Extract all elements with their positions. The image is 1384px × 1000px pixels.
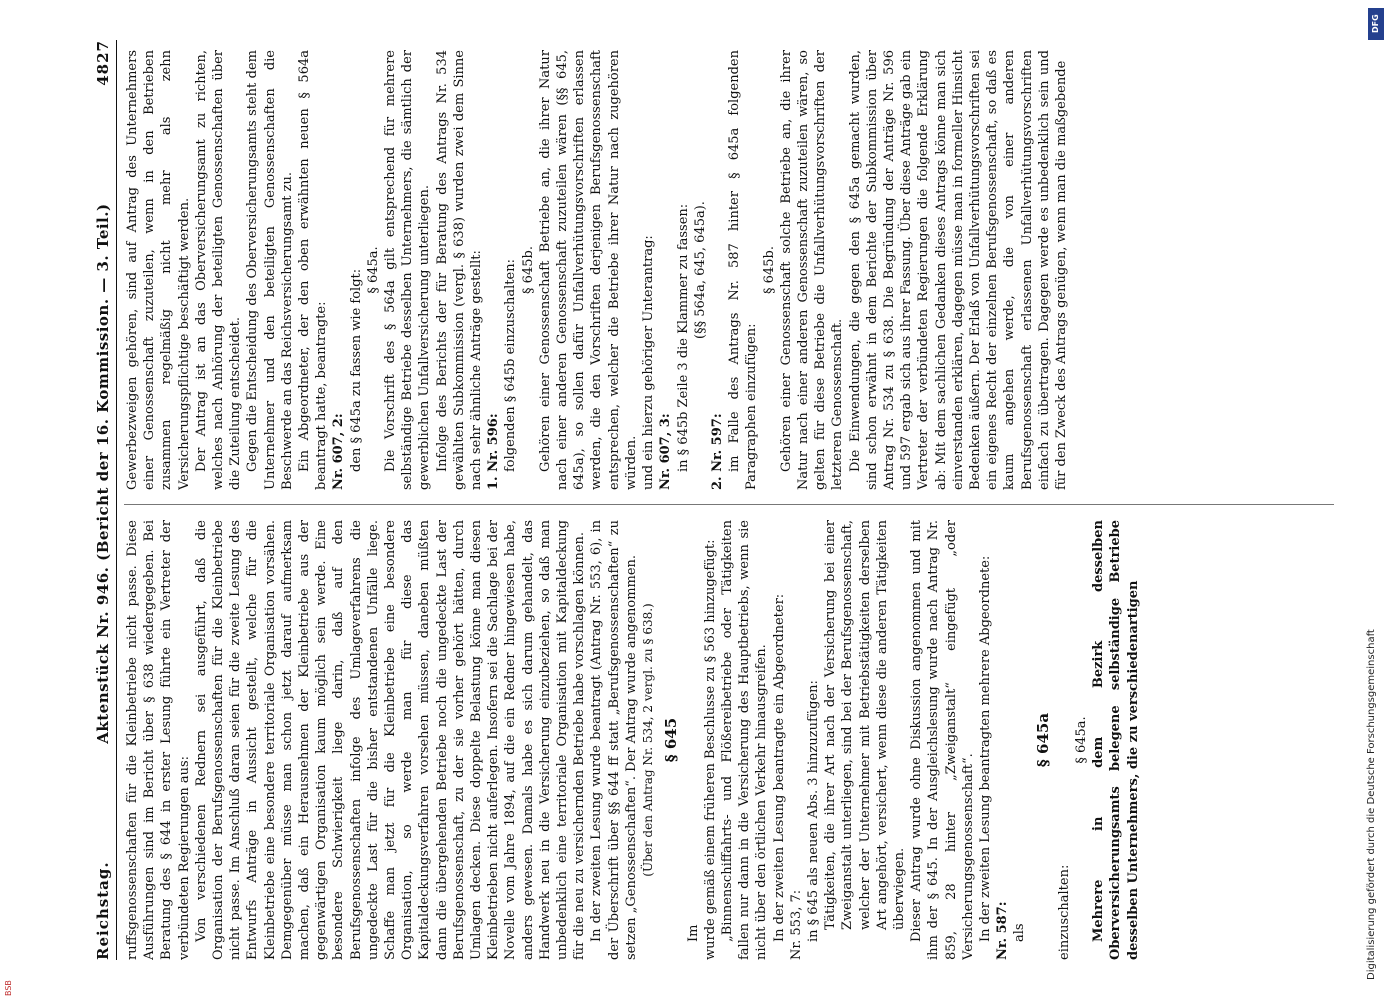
- header-title: Aktenstück Nr. 946. (Bericht der 16. Kommission. — 3. Teil.): [94, 203, 112, 744]
- paragraph: In der zweiten Lesung beantragte ein Abgeordneter:: [771, 593, 787, 942]
- paragraph: Gegen die Entscheidung des Oberversicherungsamts steht dem Unternehmer und den beteiligten Genossenschaften die Beschwerde an das Reichsversicherungsamt zu.: [245, 50, 295, 490]
- paragraph: ruffsgenossenschaften für die Kleinbetriebe nicht passe. Diese Ausführungen sind im Bericht über § 638 wiedergegeben. Bei Beratung des § 644 in erster Lesung führte ein Vertreter der verbündeten Regierungen aus:: [125, 520, 192, 960]
- paragraph: 1. Nr. 596:: [486, 413, 502, 490]
- paragraph: Infolge des Berichts der für Beratung des Antrags Nr. 534 gewählten Subkommission (vergl. § 638) wurden zwei dem Sinne nach sehr ähnliche Anträge gestellt:: [434, 50, 485, 490]
- paragraph: Der Antrag ist an das Oberversicherungsamt zu richten, welches nach Anhörung der beteiligten Genossenschaften über die Zuteilung entscheidet.: [193, 50, 244, 490]
- paragraph: als: [1012, 923, 1028, 942]
- paragraph: § 645a.: [365, 246, 381, 294]
- paragraph: Die Vorschrift des § 564a gilt entsprechend für mehrere selbständige Betriebe desselben Unternehmers, die sämtlich der gewerblichen Unfallversicherung unterliegen.: [383, 50, 433, 490]
- paragraph: (§§ 564a, 645, 645a).: [692, 201, 708, 339]
- paragraph: Gehören einer Genossenschaft solche Betriebe an, die ihrer Natur nach einer anderen Genossenschaft zuzuteilen wären, so gelten für diese Betriebe die Unfallverhütungsvorschriften der letzteren Genossenschaft.: [778, 50, 846, 490]
- paragraph: Ein Abgeordneter, der den oben erwähnten neuen § 564a beantragt hatte, beantragte:: [297, 50, 330, 490]
- paragraph: Tätigkeiten, die ihrer Art nach der Versicherung bei einer Zweiganstalt unterliegen, sind bei der Berufsgenossenschaft, welcher der Unternehmer mit Betriebstätigkeiten derselben Art angehört, versichert, wenn diese die anderen Tätigkeiten überwiegen.: [823, 520, 907, 930]
- right-column: [124, 50, 1344, 490]
- paragraph: § 645b.: [520, 246, 536, 294]
- paragraph: einzuschalten:: [1056, 864, 1072, 960]
- paragraph: „Binnenschiffahrts- und Flößereibetriebe oder Tätigkeiten fallen nur dann in die Versicherung des Hauptbetriebs, wenn sie nicht über den örtlichen Verkehr hinausgreifen.: [719, 520, 770, 960]
- library-stamp: BSB: [4, 980, 13, 996]
- paragraph: in § 645 als neuen Abs. 3 hinzuzufügen:: [805, 680, 821, 942]
- paragraph: Gewerbezweigen gehören, sind auf Antrag des Unternehmers einer Genossenschaft zuzuteilen, wenn in den Betrieben zusammen regelmäßig nicht mehr als zehn Versicherungspflichtige beschäftigt werden.: [125, 50, 192, 490]
- paragraph: Nr. 587:: [995, 901, 1011, 960]
- dfg-logo: DFG: [1368, 8, 1384, 40]
- page-header: [90, 40, 117, 960]
- paragraph: (Über den Antrag Nr. 534, 2 vergl. zu § 638.): [641, 603, 656, 877]
- paragraph: Gehören einer Genossenschaft Betriebe an, die ihrer Natur nach einer anderen Genossenschaft zuzuteilen wären (§§ 645, 645a), so sollen dafür Unfallverhütungsvorschriften erlassen werden, die den Vorschriften derjenigen Berufsgenossenschaft entsprechen, welcher die Betriebe ihrer Natur nach zugehören würden.: [537, 50, 639, 490]
- header-left: Reichstag.: [94, 861, 112, 960]
- paragraph: Nr. 607, 2:: [331, 413, 347, 490]
- left-column: [124, 520, 1344, 960]
- paragraph: Die Einwendungen, die gegen den § 645a gemacht wurden, sind schon erwähnt in dem Berichte der Subkommission über Antrag Nr. 534 zu § 638. Die Begründung der Anträge Nr. 596 und 597 ergab sich aus ihrer Fassung. Über diese Anträge gab ein Vertreter der verbündeten Regierungen die folgende Erklärung ab: Mit dem sachlichen Gedanken dieses Antrags könne man sich einverstanden erklären, dagegen müsse man in formeller Hinsicht Bedenken äußern. Der Erlaß von Unfallverhütungsvorschriften sei ein eigenes Recht der einzelnen Berufsgenossenschaft, so daß es kaum angehen werde, die von einer anderen Berufsgenossenschaft erlassenen Unfallverhütungsvorschriften einfach zu übertragen. Dagegen werde es unbedenklich sein und für den Zweck des Antrags genügen, wenn man die maßgebende: [847, 50, 1069, 490]
- rotated-document: [90, 40, 1360, 960]
- paragraph: Dieser Antrag wurde ohne Diskussion angenommen und mit ihm der § 645. In der Ausgleichslesung wurde nach Antrag Nr. 859, 28 hinter „Zweiganstalt“ eingefügt „oder Versicherungsgenossenschaft“.: [909, 520, 976, 960]
- paragraph: Nr. 607, 3:: [658, 413, 674, 490]
- paragraph: Mehrere in dem Bezirk desselben Oberversicherungsamts belegene selbständige Betriebe desselben Unternehmers, die zu verschiedenartigen: [1091, 520, 1141, 960]
- section-heading: § 645a: [1033, 712, 1052, 768]
- paragraph: den § 645a zu fassen wie folgt:: [348, 268, 364, 472]
- paragraph: § 645a.: [1073, 716, 1089, 764]
- paragraph: und ein hierzu gehöriger Unterantrag:: [641, 235, 657, 490]
- paragraph: 2. Nr. 597:: [709, 413, 725, 490]
- paragraph: wurde gemäß einem früheren Beschlusse zu § 563 hinzugefügt:: [702, 539, 718, 960]
- paragraph: In der zweiten Lesung wurde beantragt (Antrag Nr. 553, 6), in der Überschrift über §§ 644 ff statt „Berufsgenossenschaften“ zu setzen „Genossenschaften“. Der Antrag wurde angenommen.: [589, 520, 639, 960]
- paragraph: im Falle des Antrags Nr. 587 hinter § 645a folgenden Paragraphen einzufügen:: [727, 50, 760, 490]
- paragraph: § 645b.: [761, 246, 777, 294]
- paragraph: Von verschiedenen Rednern sei ausgeführt, daß die Organisation der Berufsgenossenschaften für die Kleinbetriebe nicht passe. Im Anschluß daran seien für die zweite Lesung des Entwurfs Anträge in Aussicht gestellt, welche für die Kleinbetriebe eine besondere territoriale Organisation vorsähen. Demgegenüber müsse man schon jetzt darauf aufmerksam machen, daß ein Herausnehmen der Kleinbetriebe aus der gegenwärtigen Organisation kaum möglich sein werde. Eine besondere Schwierigkeit liege darin, daß auf den Berufsgenossenschaften infolge des Umlageverfahrens die ungedeckte Last für die bisher entstandenen Unfälle liege. Schaffe man jetzt für die Kleinbetriebe eine besondere Organisation, so werde man für diese das Kapitaldeckungsverfahren vorsehen müssen, daneben müßten dann die übergehenden Betriebe noch die ungedeckte Last der Berufsgenossenschaft, zu der sie vorher gehört hätten, durch Umlagen decken. Diese doppelte Belastung könne man diesen Kleinbetrieben nicht auferlegen. Insofern sei die Sachlage bei der Novelle vom Jahre 1894, auf die ein Redner hingewiesen habe, anders gewesen. Damals habe es sich darum gehandelt, das Handwerk neu in die Versicherung einzubeziehen, so daß man unbedenklich eine territoriale Organisation mit Kapitaldeckung für die neu zu versichernden Betriebe habe vorschlagen können.: [193, 520, 588, 960]
- paragraph: In der zweiten Lesung beantragten mehrere Abgeordnete:: [977, 555, 993, 942]
- section-heading: § 645: [662, 717, 681, 763]
- column-divider: [124, 504, 1334, 505]
- digitization-caption: Digitalisierung gefördert durch die Deutsche Forschungsgemeinschaft: [1366, 629, 1377, 980]
- paragraph: folgenden § 645b einzuschalten:: [503, 259, 519, 472]
- paragraph: Im: [685, 924, 701, 942]
- page-number: 4827: [94, 40, 112, 86]
- paragraph: Nr. 553, 7:: [788, 889, 804, 960]
- paragraph: in § 645b Zeile 3 die Klammer zu fassen:: [675, 203, 691, 472]
